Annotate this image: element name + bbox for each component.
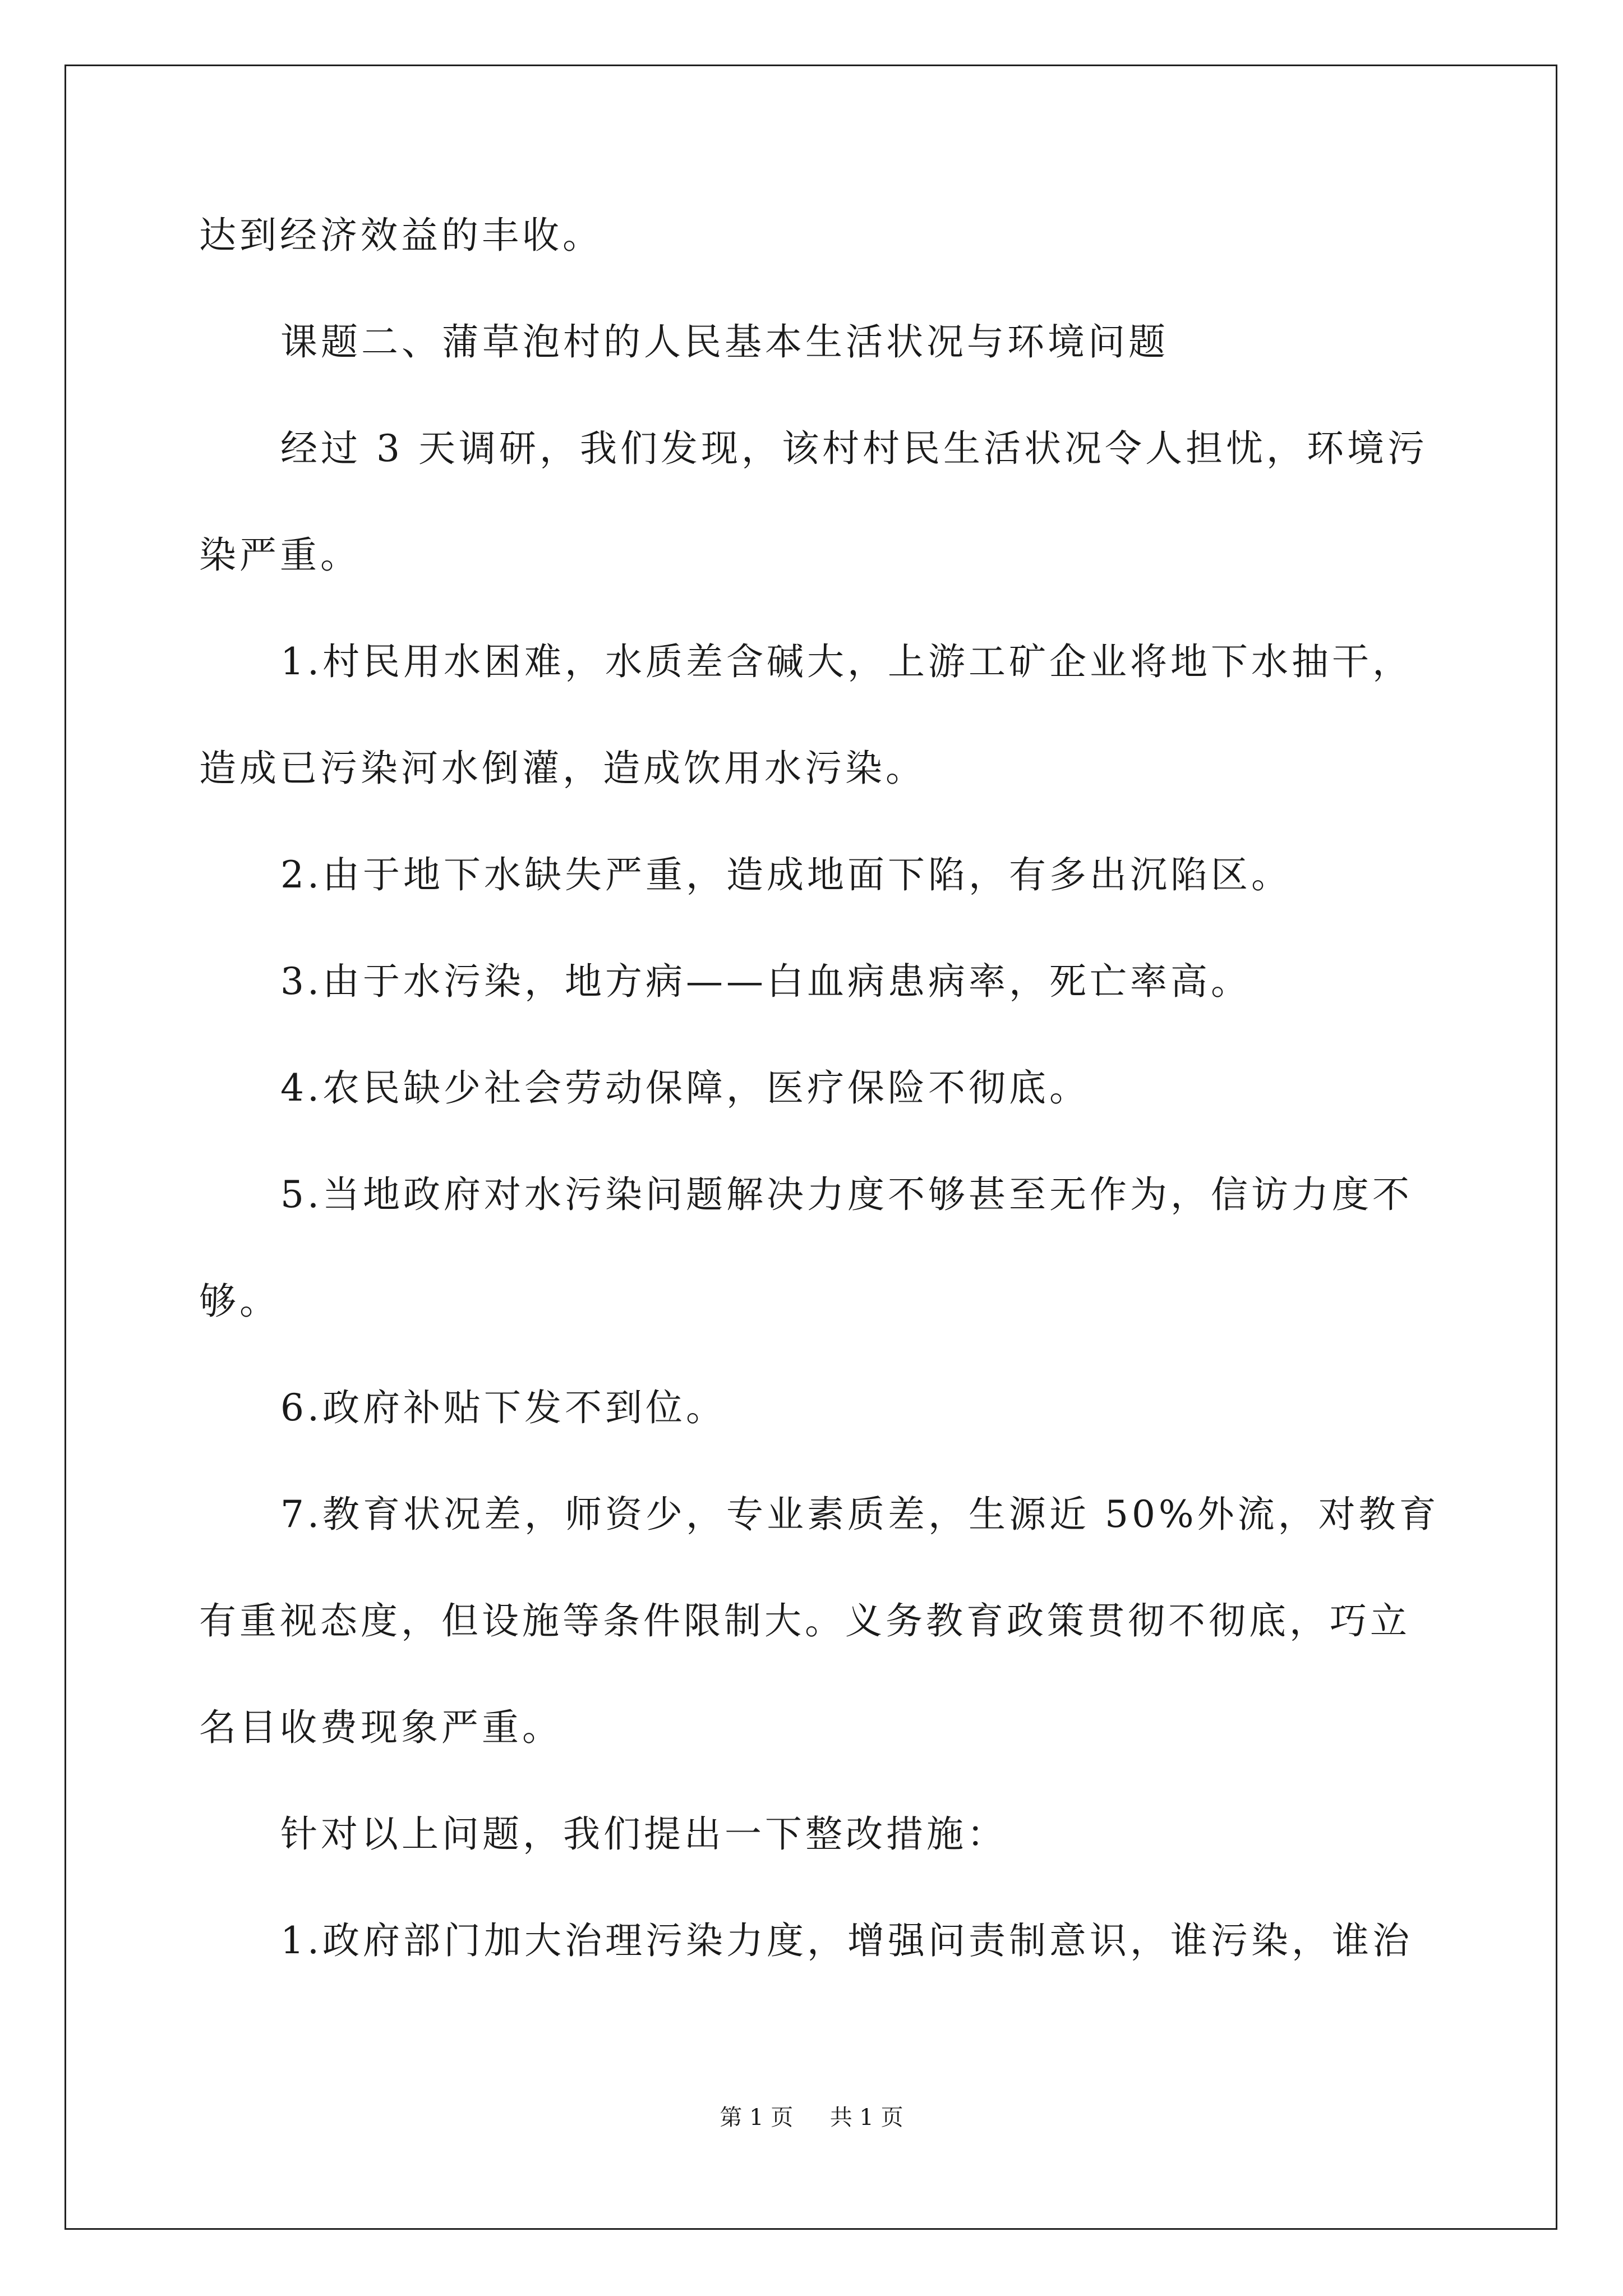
text-line: 够。 — [199, 1280, 280, 1323]
text-line: 有重视态度，但设施等条件限制大。义务教育政策贯彻不彻底，巧立 — [199, 1599, 1410, 1642]
list-item: 2.由于地下水缺失严重，造成地面下陷，有多出沉陷区。 — [280, 853, 1292, 896]
text-line: 达到经济效益的丰收。 — [199, 214, 603, 257]
list-item: 5.当地政府对水污染问题解决力度不够甚至无作为，信访力度不 — [280, 1173, 1413, 1216]
list-item: 1.政府部门加大治理污染力度，增强问责制意识，谁污染，谁治 — [280, 1919, 1413, 1962]
text-line: 名目收费现象严重。 — [199, 1706, 562, 1749]
list-item: 6.政府补贴下发不到位。 — [280, 1386, 726, 1429]
text-line: 染严重。 — [199, 533, 361, 577]
text-line: 经过 3 天调研，我们发现，该村村民生活状况令人担忧，环境污 — [280, 427, 1428, 470]
page-border — [64, 65, 1557, 2230]
section-heading: 课题二、蒲草泡村的人民基本生活状况与环境问题 — [280, 320, 1169, 364]
page-total: 共 1 页 — [829, 2105, 903, 2131]
list-item: 4.农民缺少社会劳动保障，医疗保险不彻底。 — [280, 1066, 1090, 1110]
text-line: 针对以上问题，我们提出一下整改措施： — [280, 1812, 1007, 1856]
list-item: 1.村民用水困难，水质差含碱大，上游工矿企业将地下水抽干， — [280, 640, 1413, 683]
list-item: 3.由于水污染，地方病——白血病患病率，死亡率高。 — [280, 960, 1251, 1003]
list-item: 7.教育状况差，师资少，专业素质差，生源近 50%外流，对教育 — [280, 1493, 1440, 1536]
page-footer — [0, 2101, 1623, 2134]
page-number: 第 1 页 — [720, 2105, 794, 2131]
text-line: 造成已污染河水倒灌，造成饮用水污染。 — [199, 747, 926, 790]
